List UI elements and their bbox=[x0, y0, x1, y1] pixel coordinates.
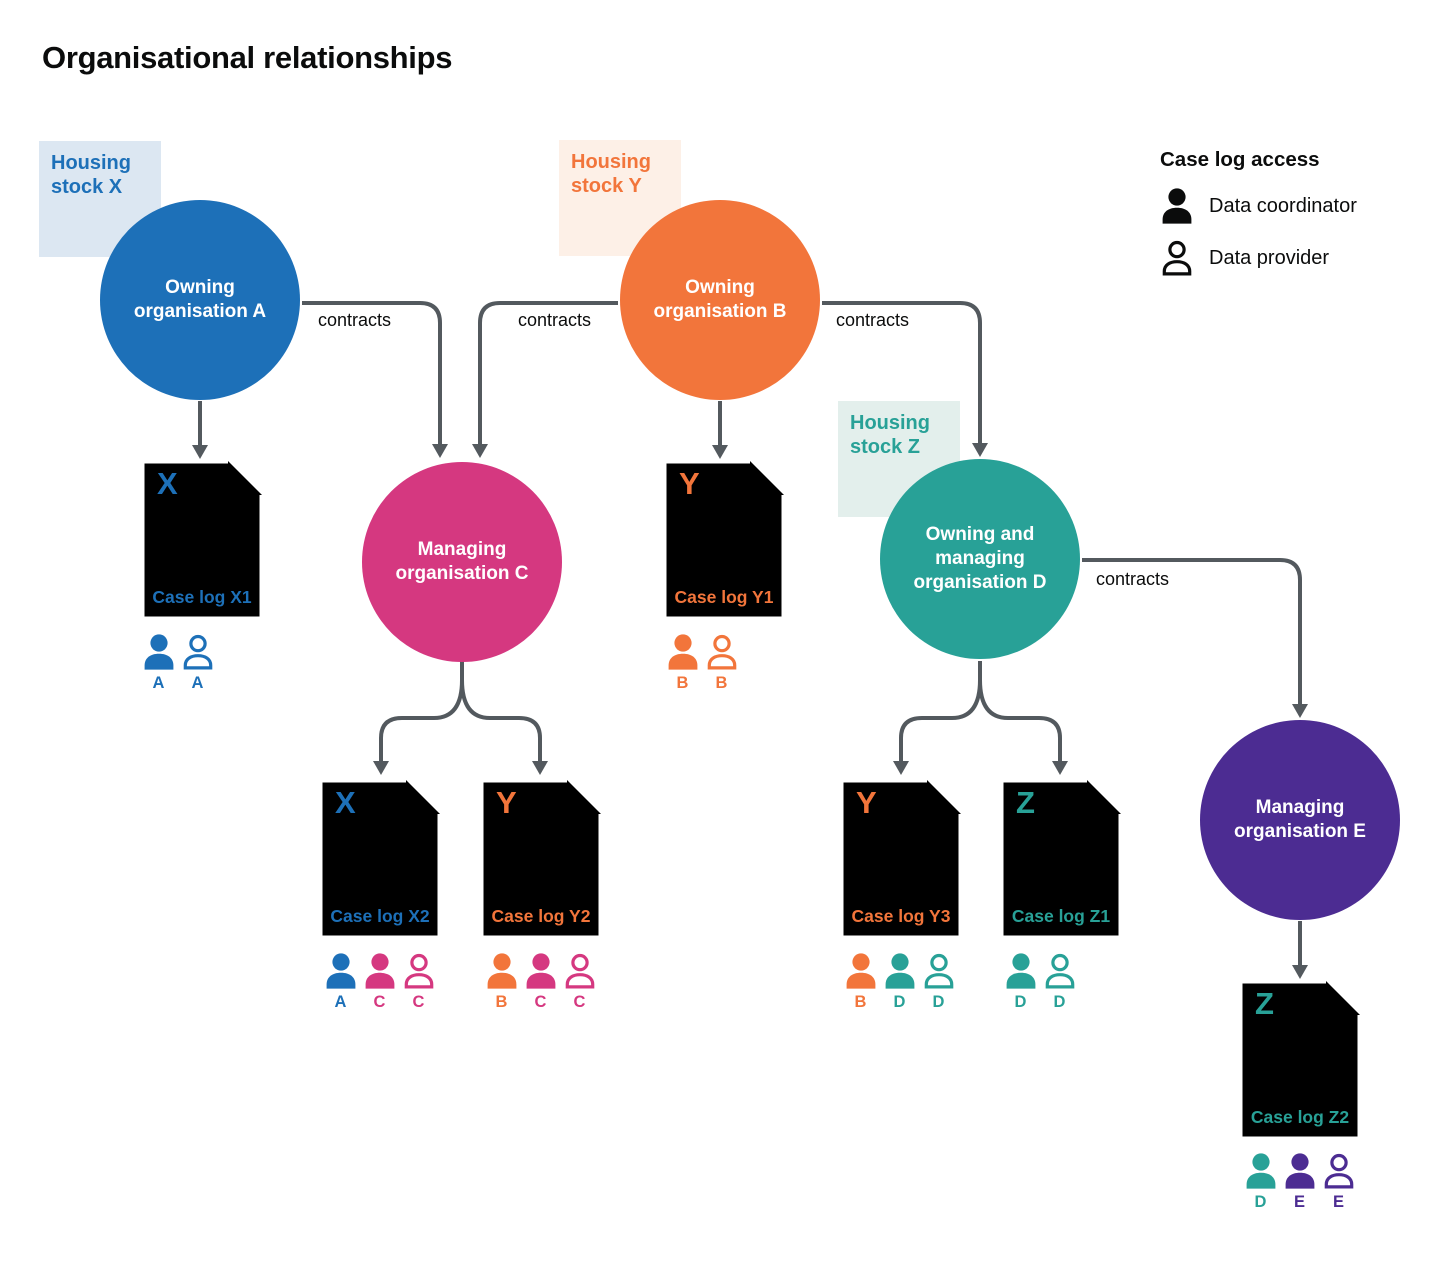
legend-provider-label: Data provider bbox=[1209, 246, 1330, 269]
connector-d-to-z1 bbox=[980, 661, 1060, 763]
access-letter: D bbox=[1053, 993, 1066, 1011]
doc-caption: Case log Y3 bbox=[851, 906, 951, 926]
person-filled-icon bbox=[485, 953, 519, 989]
org-circle-d bbox=[880, 459, 1080, 659]
access-person bbox=[843, 953, 878, 1011]
access-person bbox=[180, 634, 215, 692]
org-b-label: Owning organisation B bbox=[653, 277, 787, 322]
access-person bbox=[1042, 953, 1077, 1011]
access-group-x1 bbox=[141, 634, 215, 692]
access-person bbox=[882, 953, 917, 1011]
access-letter: B bbox=[715, 674, 728, 692]
doc-caption: Case log Y2 bbox=[491, 906, 591, 926]
person-filled-icon bbox=[142, 634, 176, 670]
person-filled-icon bbox=[1244, 1153, 1278, 1189]
legend-row-provider bbox=[1160, 240, 1430, 276]
contracts-label-b-d: contracts bbox=[836, 310, 910, 330]
doc-caption: Case log X2 bbox=[330, 906, 430, 926]
person-filled-icon bbox=[363, 953, 397, 989]
legend bbox=[1160, 148, 1430, 276]
access-person bbox=[665, 634, 700, 692]
person-outline-icon bbox=[922, 953, 956, 989]
access-letter: A bbox=[152, 674, 165, 692]
housing-stock-x-label: Housing stock X bbox=[39, 141, 161, 257]
contracts-label-b-c: contracts bbox=[518, 310, 592, 330]
access-person bbox=[1003, 953, 1038, 1011]
access-letter: A bbox=[191, 674, 204, 692]
doc-stock-letter: Y bbox=[679, 466, 700, 501]
case-log-y2-doc bbox=[481, 780, 601, 938]
org-circle-b bbox=[620, 200, 820, 400]
doc-caption: Case log Y1 bbox=[674, 587, 774, 607]
access-letter: D bbox=[893, 993, 906, 1011]
access-person bbox=[401, 953, 436, 1011]
contracts-label-d-e: contracts bbox=[1096, 569, 1170, 589]
access-group-z1 bbox=[1003, 953, 1077, 1011]
access-letter: D bbox=[932, 993, 945, 1011]
contracts-label-a-c: contracts bbox=[318, 310, 392, 330]
access-letter: B bbox=[854, 993, 867, 1011]
access-letter: E bbox=[1332, 1193, 1344, 1211]
case-log-z2-doc bbox=[1240, 981, 1360, 1139]
org-circle-a bbox=[100, 200, 300, 400]
housing-stock-y-label: Housing stock Y bbox=[559, 140, 681, 256]
connector-d-to-y3 bbox=[901, 661, 980, 763]
case-log-x2-doc bbox=[320, 780, 440, 938]
doc-stock-letter: Y bbox=[496, 785, 517, 820]
org-circle-c bbox=[362, 462, 562, 662]
access-letter: A bbox=[334, 993, 347, 1011]
doc-caption: Case log Z1 bbox=[1011, 906, 1111, 926]
doc-stock-letter: X bbox=[157, 466, 178, 501]
person-outline-icon bbox=[705, 634, 739, 670]
legend-coordinator-label: Data coordinator bbox=[1209, 194, 1357, 217]
access-letter: D bbox=[1254, 1193, 1267, 1211]
org-d-label: Owning and managing organisation D bbox=[913, 524, 1047, 593]
access-group-y3 bbox=[843, 953, 956, 1011]
org-circle-e bbox=[1200, 720, 1400, 920]
access-letter: C bbox=[534, 993, 547, 1011]
doc-caption: Case log Z2 bbox=[1250, 1107, 1350, 1127]
access-person bbox=[1321, 1153, 1356, 1211]
access-letter: B bbox=[676, 674, 689, 692]
person-filled-icon bbox=[844, 953, 878, 989]
person-filled-icon bbox=[1004, 953, 1038, 989]
access-letter: E bbox=[1293, 1193, 1305, 1211]
person-filled-icon bbox=[1283, 1153, 1317, 1189]
access-group-y2 bbox=[484, 953, 597, 1011]
access-person bbox=[704, 634, 739, 692]
doc-stock-letter: Y bbox=[856, 785, 877, 820]
connector-c-to-x2 bbox=[381, 661, 462, 763]
page-title: Organisational relationships bbox=[42, 40, 453, 75]
access-letter: C bbox=[412, 993, 425, 1011]
access-person bbox=[323, 953, 358, 1011]
access-person bbox=[562, 953, 597, 1011]
person-outline-icon bbox=[402, 953, 436, 989]
doc-stock-letter: Z bbox=[1016, 785, 1035, 820]
person-outline-icon bbox=[1160, 240, 1194, 276]
doc-caption: Case log X1 bbox=[152, 587, 252, 607]
access-group-z2 bbox=[1243, 1153, 1356, 1211]
access-person bbox=[1282, 1153, 1317, 1211]
doc-stock-letter: Z bbox=[1255, 986, 1274, 1021]
access-group-x2 bbox=[323, 953, 436, 1011]
person-outline-icon bbox=[563, 953, 597, 989]
person-outline-icon bbox=[181, 634, 215, 670]
access-letter: C bbox=[573, 993, 586, 1011]
case-log-y3-doc bbox=[841, 780, 961, 938]
person-filled-icon bbox=[324, 953, 358, 989]
access-letter: B bbox=[495, 993, 508, 1011]
legend-row-coordinator bbox=[1160, 188, 1430, 224]
person-outline-icon bbox=[1043, 953, 1077, 989]
case-log-y1-doc bbox=[664, 461, 784, 619]
org-c-label: Managing organisation C bbox=[395, 539, 529, 584]
access-letter: D bbox=[1014, 993, 1027, 1011]
access-group-y1 bbox=[665, 634, 739, 692]
access-person bbox=[523, 953, 558, 1011]
access-person bbox=[484, 953, 519, 1011]
case-log-z1-doc bbox=[1001, 780, 1121, 938]
connector-c-to-y2 bbox=[462, 661, 540, 763]
access-letter: C bbox=[373, 993, 386, 1011]
org-e-label: Managing organisation E bbox=[1234, 797, 1366, 842]
person-filled-icon bbox=[524, 953, 558, 989]
person-filled-icon bbox=[1160, 188, 1194, 224]
access-person bbox=[362, 953, 397, 1011]
legend-title: Case log access bbox=[1160, 148, 1320, 171]
org-a-label: Owning organisation A bbox=[133, 277, 267, 322]
access-person bbox=[1243, 1153, 1278, 1211]
person-filled-icon bbox=[666, 634, 700, 670]
doc-stock-letter: X bbox=[335, 785, 356, 820]
housing-stock-z-label: Housing stock Z bbox=[838, 401, 960, 517]
person-filled-icon bbox=[883, 953, 917, 989]
case-log-x1-doc bbox=[142, 461, 262, 619]
person-outline-icon bbox=[1322, 1153, 1356, 1189]
access-person bbox=[141, 634, 176, 692]
access-person bbox=[921, 953, 956, 1011]
